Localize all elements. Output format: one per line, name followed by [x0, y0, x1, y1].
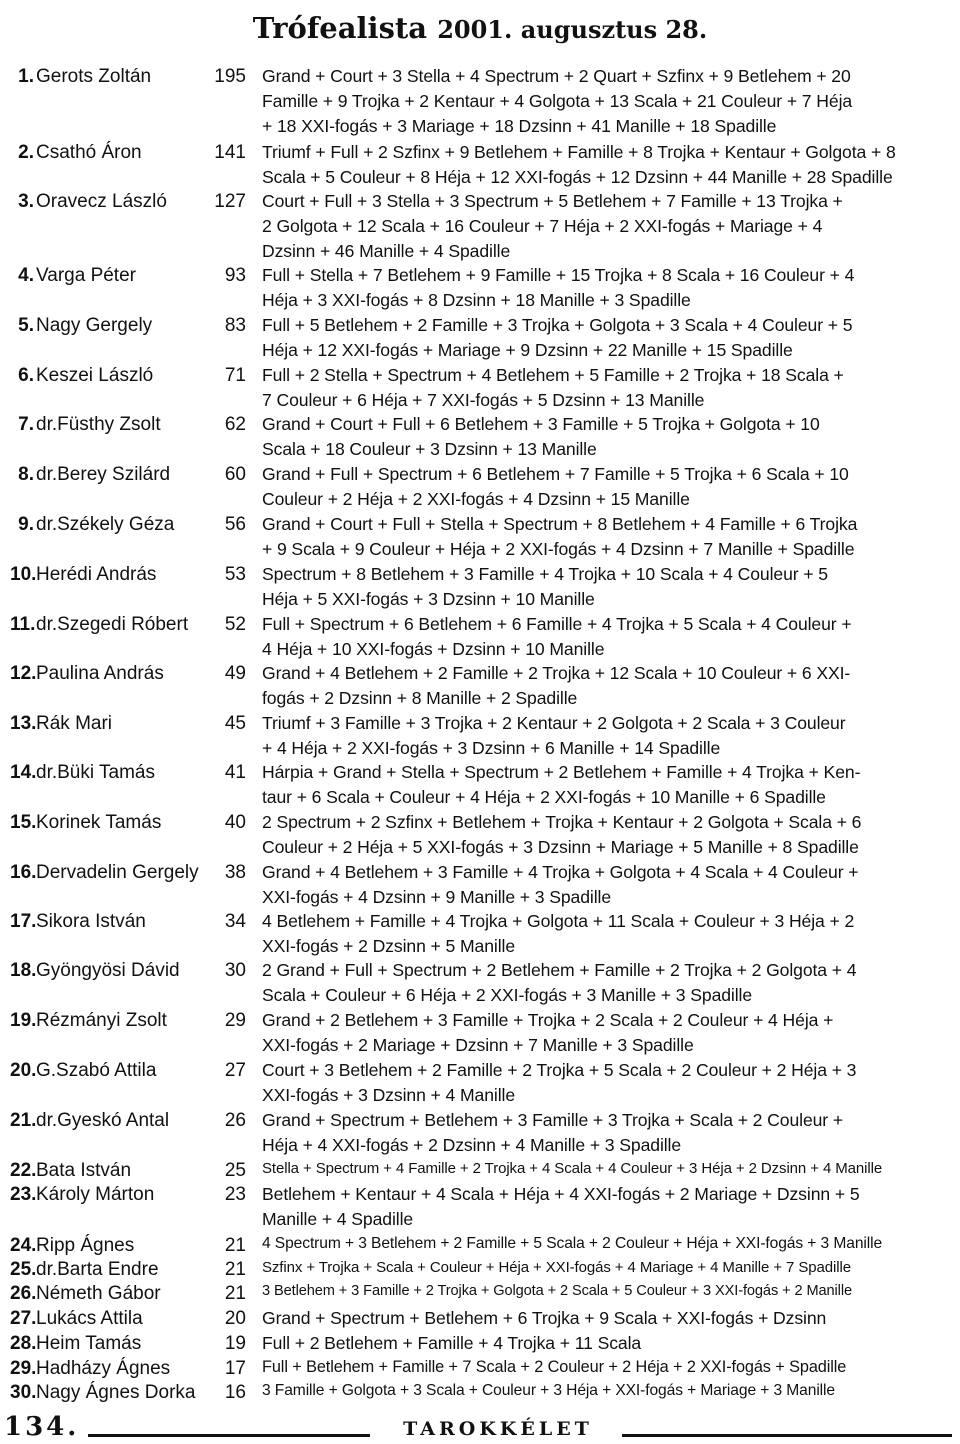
entry-score: 56: [224, 514, 246, 535]
page-title: [0, 8, 960, 50]
entry-score: 45: [224, 713, 246, 734]
entry-rank: 7.: [18, 414, 34, 435]
entry-trophy-line: Grand + Court + Full + 6 Betlehem + 3 Famille + 5 Trojka + Golgota + 10: [262, 414, 820, 434]
entry-score: 20: [224, 1308, 246, 1329]
entry-trophy-line: XXI-fogás + 4 Dzsinn + 9 Manille + 3 Spadille: [262, 887, 612, 907]
entry-rank: 20.: [10, 1060, 37, 1081]
entry-name: Sikora István: [36, 911, 146, 932]
entry-score: 141: [214, 142, 246, 163]
entry-rank: 22.: [10, 1160, 37, 1181]
entry-rank: 12.: [10, 663, 37, 684]
entry-rank: 29.: [10, 1358, 37, 1379]
entry-rank: 26.: [10, 1283, 37, 1304]
entry-score: 53: [224, 564, 246, 585]
entry-rank: 14.: [10, 762, 37, 783]
entry-name: dr.Szegedi Róbert: [36, 614, 189, 635]
entry-trophy-line: Court + 3 Betlehem + 2 Famille + 2 Trojka + 5 Scala + 2 Couleur + 2 Héja + 3: [262, 1060, 857, 1080]
entry-trophy-line: Hárpia + Grand + Stella + Spectrum + 2 Betlehem + Famille + 4 Trojka + Ken-: [262, 762, 861, 782]
entry-name: Herédi András: [36, 564, 157, 585]
entry-name: Hadházy Ágnes: [36, 1358, 171, 1379]
entry-trophy-line: Betlehem + Kentaur + 4 Scala + Héja + 4 XXI-fogás + 2 Mariage + Dzsinn + 5: [262, 1184, 860, 1204]
entry-name: Rák Mari: [36, 713, 113, 734]
entry-rank: 23.: [10, 1184, 37, 1205]
entry-rank: 28.: [10, 1333, 37, 1354]
entry-rank: 17.: [10, 911, 37, 932]
entry-score: 16: [224, 1382, 246, 1403]
entry-trophy-line: Court + Full + 3 Stella + 3 Spectrum + 5 Betlehem + 7 Famille + 13 Trojka +: [262, 191, 843, 211]
entry-score: 21: [224, 1235, 246, 1256]
footer-rule-right: [622, 1434, 952, 1437]
entry-rank: 18.: [10, 960, 37, 981]
entry-name: Nagy Ágnes Dorka: [36, 1382, 196, 1403]
entry-trophy-line: 2 Grand + Full + Spectrum + 2 Betlehem + Famille + 2 Trojka + 2 Golgota + 4: [262, 960, 857, 980]
entry-trophy-line: XXI-fogás + 3 Dzsinn + 4 Manille: [262, 1085, 516, 1105]
entry-rank: 9.: [18, 514, 34, 535]
entry-trophy-line: Héja + 3 XXI-fogás + 8 Dzsinn + 18 Manille + 3 Spadille: [262, 290, 691, 310]
title-date: 2001. augusztus 28.: [437, 15, 708, 44]
entry-name: dr.Berey Szilárd: [36, 464, 171, 485]
entry-trophy-line: Grand + 2 Betlehem + 3 Famille + Trojka + 2 Scala + 2 Couleur + 4 Héja +: [262, 1010, 834, 1030]
entry-trophy-line: Grand + Full + Spectrum + 6 Betlehem + 7 Famille + 5 Trojka + 6 Scala + 10: [262, 464, 849, 484]
entry-trophy-line: + 18 XXI-fogás + 3 Mariage + 18 Dzsinn + 41 Manille + 18 Spadille: [262, 116, 777, 136]
entry-score: 38: [224, 862, 246, 883]
entry-trophy-line: XXI-fogás + 2 Mariage + Dzsinn + 7 Manille + 3 Spadille: [262, 1035, 694, 1055]
entry-score: 26: [224, 1110, 246, 1131]
entry-name: dr.Gyeskó Antal: [36, 1110, 170, 1131]
entry-score: 30: [224, 960, 246, 981]
entry-score: 40: [224, 812, 246, 833]
entry-trophy-line: taur + 6 Scala + Couleur + 4 Héja + 2 XXI-fogás + 10 Manille + 6 Spadille: [262, 787, 826, 807]
entry-trophy-line: Stella + Spectrum + 4 Famille + 2 Trojka + 4 Scala + 4 Couleur + 3 Héja + 2 Dzsinn + 4 Manille: [262, 1160, 883, 1177]
entry-trophy-line: 2 Golgota + 12 Scala + 16 Couleur + 7 Héja + 2 XXI-fogás + Mariage + 4: [262, 216, 823, 236]
entry-name: Oravecz László: [36, 191, 167, 212]
entry-name: Károly Márton: [36, 1184, 155, 1205]
entry-name: Lukács Attila: [36, 1308, 143, 1329]
entry-rank: 3.: [18, 191, 34, 212]
entry-score: 17: [224, 1358, 246, 1379]
entry-name: dr.Barta Endre: [36, 1259, 159, 1280]
entry-trophy-line: Full + 2 Stella + Spectrum + 4 Betlehem + 5 Famille + 2 Trojka + 18 Scala +: [262, 365, 844, 385]
entry-trophy-line: 2 Spectrum + 2 Szfinx + Betlehem + Trojka + Kentaur + 2 Golgota + Scala + 6: [262, 812, 862, 832]
entry-rank: 11.: [10, 614, 36, 635]
entry-trophy-line: Full + 5 Betlehem + 2 Famille + 3 Trojka + Golgota + 3 Scala + 4 Couleur + 5: [262, 315, 853, 335]
entry-rank: 5.: [18, 315, 34, 336]
page-number: 134.: [4, 1412, 80, 1442]
entry-name: Csathó Áron: [36, 142, 142, 163]
entry-rank: 15.: [10, 812, 37, 833]
entry-trophy-line: Grand + Spectrum + Betlehem + 3 Famille + 3 Trojka + Scala + 2 Couleur +: [262, 1110, 844, 1130]
entry-trophy-line: Full + Stella + 7 Betlehem + 9 Famille + 15 Trojka + 8 Scala + 16 Couleur + 4: [262, 265, 855, 285]
entry-trophy-line: Scala + Couleur + 6 Héja + 2 XXI-fogás + 3 Manille + 3 Spadille: [262, 985, 753, 1005]
entry-score: 23: [224, 1184, 246, 1205]
entry-score: 93: [224, 265, 246, 286]
entry-rank: 1.: [18, 66, 34, 87]
entry-trophy-line: Spectrum + 8 Betlehem + 3 Famille + 4 Trojka + 10 Scala + 4 Couleur + 5: [262, 564, 828, 584]
entry-name: Korinek Tamás: [36, 812, 162, 833]
entry-trophy-line: fogás + 2 Dzsinn + 8 Manille + 2 Spadille: [262, 688, 578, 708]
entry-score: 21: [224, 1283, 246, 1304]
entry-rank: 21.: [10, 1110, 37, 1131]
entry-trophy-line: Triumf + Full + 2 Szfinx + 9 Betlehem + Famille + 8 Trojka + Kentaur + Golgota + 8: [262, 142, 896, 162]
entry-name: dr.Füsthy Zsolt: [36, 414, 161, 435]
entry-trophy-line: XXI-fogás + 2 Dzsinn + 5 Manille: [262, 936, 516, 956]
entry-trophy-line: 3 Betlehem + 3 Famille + 2 Trojka + Golgota + 2 Scala + 5 Couleur + 3 XXI-fogás + 2 Manille: [262, 1283, 852, 1299]
entry-rank: 2.: [18, 142, 34, 163]
entry-name: Németh Gábor: [36, 1283, 161, 1304]
entry-name: dr.Büki Tamás: [36, 762, 155, 783]
entry-trophy-line: Couleur + 2 Héja + 5 XXI-fogás + 3 Dzsinn + Mariage + 5 Manille + 8 Spadille: [262, 837, 859, 857]
entry-trophy-line: Scala + 5 Couleur + 8 Héja + 12 XXI-fogás + 12 Dzsinn + 44 Manille + 28 Spadille: [262, 167, 893, 187]
entry-trophy-line: Héja + 12 XXI-fogás + Mariage + 9 Dzsinn + 22 Manille + 15 Spadille: [262, 340, 793, 360]
entry-score: 25: [224, 1160, 246, 1181]
entry-name: G.Szabó Attila: [36, 1060, 157, 1081]
entry-score: 34: [224, 911, 246, 932]
entry-score: 49: [224, 663, 246, 684]
entry-score: 83: [224, 315, 246, 336]
entry-name: Nagy Gergely: [36, 315, 153, 336]
entry-trophy-line: Grand + Court + Full + Stella + Spectrum + 8 Betlehem + 4 Famille + 6 Trojka: [262, 514, 858, 534]
entry-name: Ripp Ágnes: [36, 1235, 135, 1256]
entry-score: 195: [214, 66, 246, 87]
entry-name: Paulina András: [36, 663, 164, 684]
entry-score: 29: [224, 1010, 246, 1031]
entry-score: 27: [224, 1060, 246, 1081]
title-text: Trófealista: [252, 11, 428, 45]
entry-name: Dervadelin Gergely: [36, 862, 199, 883]
entry-trophy-line: Couleur + 2 Héja + 2 XXI-fogás + 4 Dzsinn + 15 Manille: [262, 489, 690, 509]
entry-name: Varga Péter: [36, 265, 136, 286]
entry-trophy-line: Héja + 5 XXI-fogás + 3 Dzsinn + 10 Manille: [262, 589, 595, 609]
entry-trophy-line: Famille + 9 Trojka + 2 Kentaur + 4 Golgota + 13 Scala + 21 Couleur + 7 Héja: [262, 91, 853, 111]
entry-rank: 30.: [10, 1382, 37, 1403]
entry-score: 41: [224, 762, 246, 783]
entry-trophy-line: Full + 2 Betlehem + Famille + 4 Trojka + 11 Scala: [262, 1333, 642, 1353]
entry-trophy-line: Dzsinn + 46 Manille + 4 Spadille: [262, 241, 511, 261]
entry-trophy-line: Triumf + 3 Famille + 3 Trojka + 2 Kentaur + 2 Golgota + 2 Scala + 3 Couleur: [262, 713, 846, 733]
entry-trophy-line: Szfinx + Trojka + Scala + Couleur + Héja + XXI-fogás + 4 Mariage + 4 Manille + 7 Spadille: [262, 1259, 851, 1276]
entry-score: 19: [224, 1333, 246, 1354]
entry-rank: 27.: [10, 1308, 37, 1329]
entry-trophy-line: 4 Betlehem + Famille + 4 Trojka + Golgota + 11 Scala + Couleur + 3 Héja + 2: [262, 911, 855, 931]
entry-name: dr.Székely Géza: [36, 514, 175, 535]
magazine-name: TAROKKÉLET: [403, 1418, 593, 1440]
entry-rank: 6.: [18, 365, 34, 386]
entry-trophy-line: Héja + 4 XXI-fogás + 2 Dzsinn + 4 Manille + 3 Spadille: [262, 1135, 682, 1155]
entry-trophy-line: Manille + 4 Spadille: [262, 1209, 414, 1229]
entry-name: Keszei László: [36, 365, 154, 386]
entry-rank: 16.: [10, 862, 37, 883]
entry-trophy-line: Scala + 18 Couleur + 3 Dzsinn + 13 Manille: [262, 439, 597, 459]
entry-rank: 8.: [18, 464, 34, 485]
entry-trophy-line: Grand + Court + 3 Stella + 4 Spectrum + 2 Quart + Szfinx + 9 Betlehem + 20: [262, 66, 851, 86]
entry-trophy-line: 4 Spectrum + 3 Betlehem + 2 Famille + 5 Scala + 2 Couleur + Héja + XXI-fogás + 3 Manille: [262, 1235, 883, 1252]
entry-trophy-line: Full + Betlehem + Famille + 7 Scala + 2 Couleur + 2 Héja + 2 XXI-fogás + Spadille: [262, 1358, 847, 1376]
entry-trophy-line: 7 Couleur + 6 Héja + 7 XXI-fogás + 5 Dzsinn + 13 Manille: [262, 390, 705, 410]
entry-score: 52: [224, 614, 246, 635]
entry-name: Rézmányi Zsolt: [36, 1010, 167, 1031]
entry-score: 21: [224, 1259, 246, 1280]
entry-rank: 19.: [10, 1010, 37, 1031]
entry-rank: 4.: [18, 265, 34, 286]
entry-score: 71: [224, 365, 246, 386]
entry-trophy-line: Grand + 4 Betlehem + 2 Famille + 2 Trojka + 12 Scala + 10 Couleur + 6 XXI-: [262, 663, 851, 683]
entry-trophy-line: + 4 Héja + 2 XXI-fogás + 3 Dzsinn + 6 Manille + 14 Spadille: [262, 738, 721, 758]
entry-trophy-line: + 9 Scala + 9 Couleur + Héja + 2 XXI-fogás + 4 Dzsinn + 7 Manille + Spadille: [262, 539, 855, 559]
entry-rank: 25.: [10, 1259, 37, 1280]
entry-trophy-line: Full + Spectrum + 6 Betlehem + 6 Famille + 4 Trojka + 5 Scala + 4 Couleur +: [262, 614, 852, 634]
entry-rank: 13.: [10, 713, 37, 734]
entry-name: Bata István: [36, 1160, 132, 1181]
entry-score: 60: [224, 464, 246, 485]
entry-rank: 24.: [10, 1235, 37, 1256]
entry-name: Gerots Zoltán: [36, 66, 152, 87]
entry-score: 62: [224, 414, 246, 435]
entry-trophy-line: Grand + Spectrum + Betlehem + 6 Trojka + 9 Scala + XXI-fogás + Dzsinn: [262, 1308, 827, 1328]
footer-rule-left: [88, 1434, 370, 1437]
entry-trophy-line: 3 Famille + Golgota + 3 Scala + Couleur + 3 Héja + XXI-fogás + Mariage + 3 Manille: [262, 1382, 835, 1399]
entry-score: 127: [214, 191, 246, 212]
entry-trophy-line: 4 Héja + 10 XXI-fogás + Dzsinn + 10 Manille: [262, 639, 605, 659]
entry-name: Gyöngyösi Dávid: [36, 960, 180, 981]
entry-rank: 10.: [10, 564, 37, 585]
entry-trophy-line: Grand + 4 Betlehem + 3 Famille + 4 Trojka + Golgota + 4 Scala + 4 Couleur +: [262, 862, 859, 882]
entry-name: Heim Tamás: [36, 1333, 142, 1354]
